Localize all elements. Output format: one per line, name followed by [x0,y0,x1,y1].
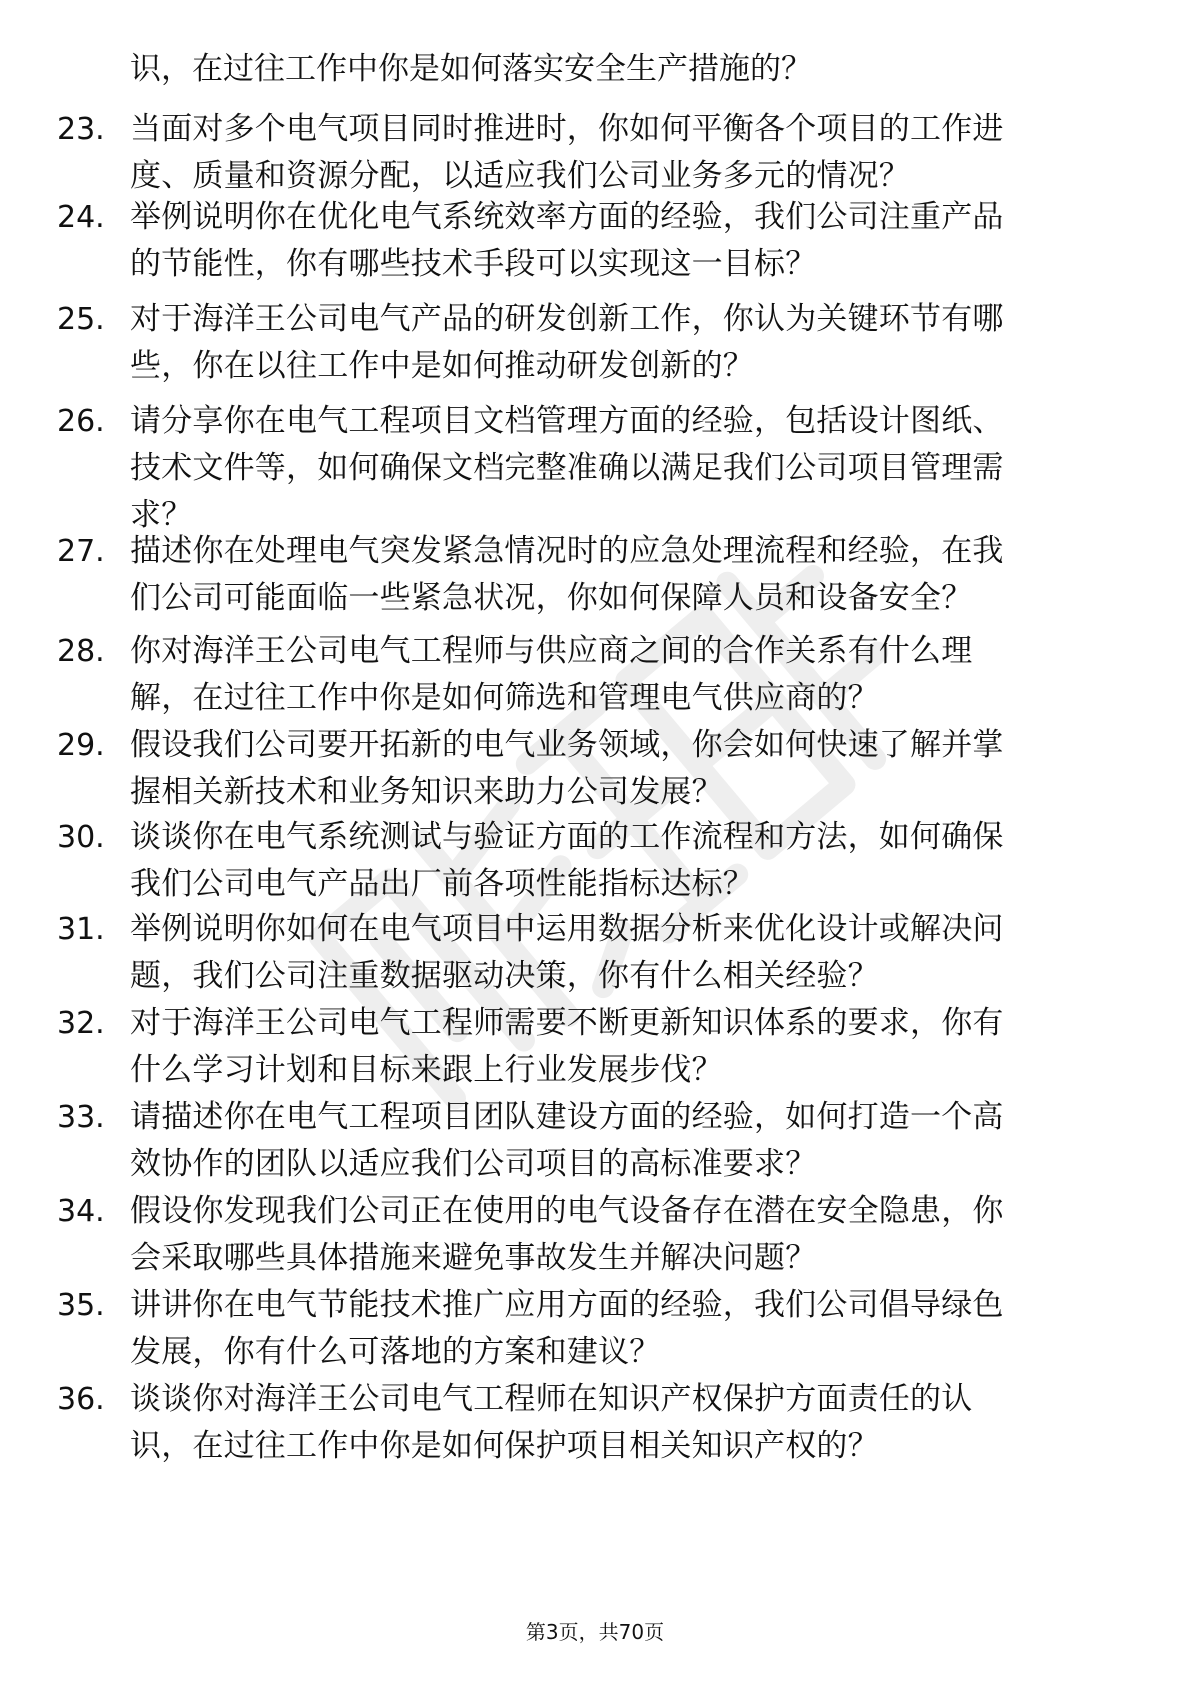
question-number: 33. [57,1100,105,1135]
question-text [130,1094,1105,1188]
question-text-line: 识，在过往工作中你是如何保护项目相关知识产权的？ [130,1428,879,1464]
question-text-line: 效协作的团队以适应我们公司项目的高标准要求？ [130,1146,817,1182]
question-text-line: 握相关新技术和业务知识来助力公司发展？ [130,774,723,810]
question-number: 24. [57,200,105,235]
question-text [130,906,1105,1000]
question-text [130,194,1105,288]
question-number: 31. [57,912,105,947]
question-number: 25. [57,302,105,337]
page-footer: 第3页，共70页 [525,1620,665,1644]
question-text-line: 我们公司电气产品出厂前各项性能指标达标？ [130,866,754,902]
question-number: 30. [57,820,105,855]
question-text-line: 解，在过往工作中你是如何筛选和管理电气供应商的？ [130,680,879,716]
question-text-line: 谈谈你对海洋王公司电气工程师在知识产权保护方面责任的认 [130,1381,973,1417]
question-text [130,296,1105,390]
question-text-line: 谈谈你在电气系统测试与验证方面的工作流程和方法，如何确保 [130,819,1004,855]
question-text-line: 会采取哪些具体措施来避免事故发生并解决问题？ [130,1240,817,1276]
question-text [130,814,1105,908]
question-text-line: 度、质量和资源分配，以适应我们公司业务多元的情况？ [130,158,910,194]
question-text-line: 假设你发现我们公司正在使用的电气设备存在潜在安全隐患，你 [130,1193,1004,1229]
question-text-line: 对于海洋王公司电气产品的研发创新工作，你认为关键环节有哪 [130,301,1004,337]
question-text-line: 举例说明你如何在电气项目中运用数据分析来优化设计或解决问 [130,911,1004,947]
question-text [130,398,1105,539]
question-text [130,1282,1105,1376]
question-text [130,1188,1105,1282]
question-text-line: 些，你在以往工作中是如何推动研发创新的？ [130,348,754,384]
question-number: 32. [57,1006,105,1041]
question-number: 36. [57,1382,105,1417]
question-number: 29. [57,728,105,763]
question-number: 26. [57,404,105,439]
question-text-line: 举例说明你在优化电气系统效率方面的经验，我们公司注重产品 [130,199,1004,235]
question-text [130,628,1105,722]
question-number: 35. [57,1288,105,1323]
question-text [130,106,1105,200]
question-number: 27. [57,534,105,569]
question-text-line: 发展，你有什么可落地的方案和建议？ [130,1334,661,1370]
question-text [130,722,1105,816]
question-text-line: 讲讲你在电气节能技术推广应用方面的经验，我们公司倡导绿色 [130,1287,1004,1323]
continued-question-line [130,46,812,93]
question-text [130,1376,1105,1470]
question-text-line: 请描述你在电气工程项目团队建设方面的经验，如何打造一个高 [130,1099,1004,1135]
question-text-line: 的节能性，你有哪些技术手段可以实现这一目标？ [130,246,817,282]
question-number: 23. [57,112,105,147]
question-text-line: 什么学习计划和目标来跟上行业发展步伐？ [130,1052,723,1088]
continued-text: 识，在过往工作中你是如何落实安全生产措施的？ [130,51,812,87]
question-text-line: 你对海洋王公司电气工程师与供应商之间的合作关系有什么理 [130,633,973,669]
question-text-line: 技术文件等，如何确保文档完整准确以满足我们公司项目管理需 [130,450,1004,486]
question-text-line: 们公司可能面临一些紧急状况，你如何保障人员和设备安全？ [130,580,973,616]
question-text-line: 题，我们公司注重数据驱动决策，你有什么相关经验？ [130,958,879,994]
question-text [130,1000,1105,1094]
question-text-line: 请分享你在电气工程项目文档管理方面的经验，包括设计图纸、 [130,403,1004,439]
question-text-line: 对于海洋王公司电气工程师需要不断更新知识体系的要求，你有 [130,1005,1004,1041]
question-text-line: 当面对多个电气项目同时推进时，你如何平衡各个项目的工作进 [130,111,1004,147]
question-text-line: 假设我们公司要开拓新的电气业务领域，你会如何快速了解并掌 [130,727,1004,763]
question-text [130,528,1105,622]
question-number: 34. [57,1194,105,1229]
question-number: 28. [57,634,105,669]
question-text-line: 求？ [130,497,193,533]
question-text-line: 描述你在处理电气突发紧急情况时的应急处理流程和经验，在我 [130,533,1004,569]
